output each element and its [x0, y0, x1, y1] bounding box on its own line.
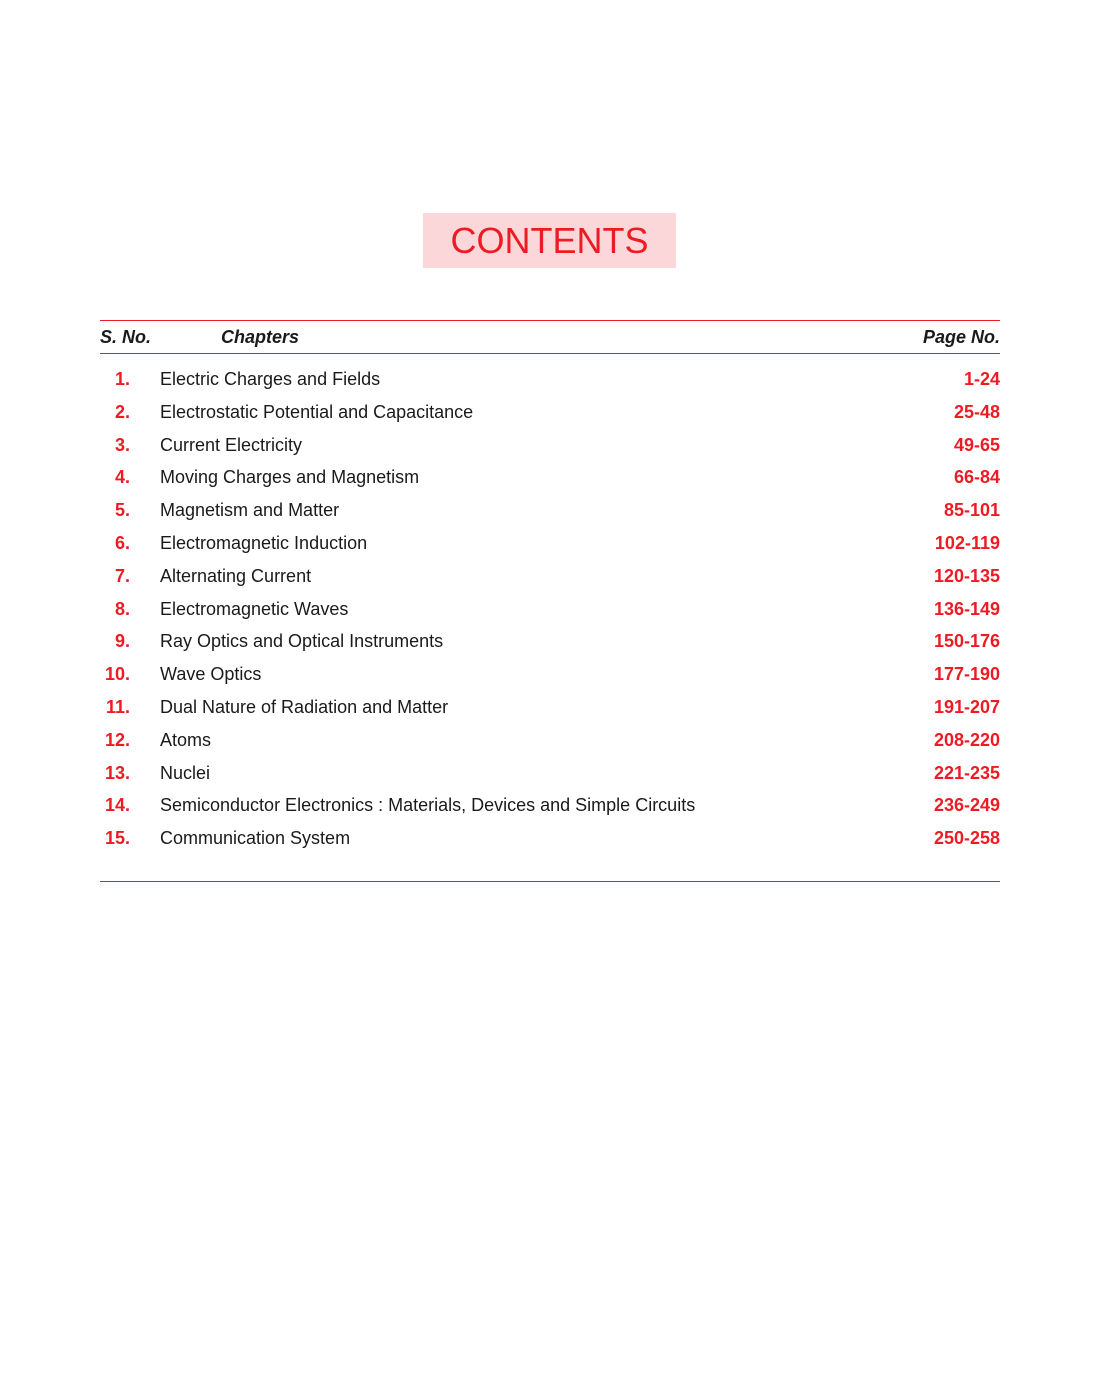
chapter-row[interactable] — [100, 533, 1000, 566]
table-of-contents — [100, 320, 1000, 882]
header-row — [100, 321, 1000, 353]
chapter-row[interactable] — [100, 402, 1000, 435]
chapter-number: 8. — [114, 598, 130, 619]
chapter-number: 10. — [104, 664, 130, 685]
chapter-page-range: 221-235 — [933, 762, 1000, 783]
chapter-page-range: 236-249 — [933, 795, 1000, 816]
contents-title-box — [423, 213, 676, 268]
chapter-page-range: 1-24 — [963, 369, 1000, 389]
chapter-page-range: 66-84 — [953, 467, 1000, 488]
chapter-page-range: 250-258 — [933, 828, 1000, 849]
chapter-number: 14. — [104, 795, 130, 816]
header-serial-number: S. No. — [100, 327, 152, 347]
header-page-number: Page No. — [922, 327, 1000, 347]
header-chapters: Chapters — [221, 327, 300, 347]
chapter-title[interactable]: Communication System — [160, 828, 351, 849]
chapter-row[interactable] — [100, 631, 1000, 664]
chapter-page-range: 136-149 — [933, 598, 1000, 619]
chapter-number: 9. — [114, 631, 130, 652]
chapter-page-range: 150-176 — [933, 631, 1000, 652]
chapter-title[interactable]: Alternating Current — [160, 565, 312, 586]
chapter-number: 4. — [114, 467, 130, 488]
chapter-title[interactable]: Electromagnetic Waves — [160, 598, 349, 619]
chapter-row[interactable] — [100, 467, 1000, 500]
chapter-title[interactable]: Moving Charges and Magnetism — [160, 467, 420, 488]
chapter-title[interactable]: Atoms — [160, 729, 212, 750]
chapter-number: 7. — [114, 565, 130, 586]
chapter-row[interactable] — [100, 500, 1000, 533]
chapter-number: 2. — [114, 401, 130, 422]
chapter-row[interactable] — [100, 763, 1000, 796]
chapter-number: 3. — [114, 434, 130, 455]
chapter-title[interactable]: Electrostatic Potential and Capacitance — [160, 401, 474, 422]
chapter-page-range: 177-190 — [933, 664, 1000, 685]
chapter-title[interactable]: Wave Optics — [160, 664, 262, 685]
chapter-title[interactable]: Magnetism and Matter — [160, 500, 340, 521]
chapter-title[interactable]: Electromagnetic Induction — [160, 532, 368, 553]
page-title: CONTENTS — [450, 219, 649, 261]
chapter-title[interactable]: Dual Nature of Radiation and Matter — [160, 696, 449, 717]
chapter-row[interactable] — [100, 566, 1000, 599]
chapter-number: 11. — [105, 696, 130, 717]
chapter-page-range: 85-101 — [943, 500, 1000, 521]
chapter-page-range: 25-48 — [953, 401, 1000, 422]
chapter-number: 5. — [114, 500, 130, 521]
chapter-title[interactable]: Current Electricity — [160, 434, 303, 455]
chapter-page-range: 120-135 — [933, 565, 1000, 586]
chapter-page-range: 208-220 — [933, 729, 1000, 750]
chapter-row[interactable] — [100, 369, 1000, 402]
chapter-page-range: 102-119 — [934, 532, 1000, 553]
chapter-title[interactable]: Ray Optics and Optical Instruments — [160, 631, 444, 652]
chapter-row[interactable] — [100, 599, 1000, 632]
chapter-list — [100, 354, 1000, 881]
chapter-row[interactable] — [100, 435, 1000, 468]
chapter-number: 15. — [104, 828, 130, 849]
chapter-number: 1. — [114, 369, 130, 389]
chapter-row[interactable] — [100, 828, 1000, 861]
bottom-rule — [100, 881, 1000, 882]
chapter-number: 6. — [114, 532, 130, 553]
chapter-row[interactable] — [100, 697, 1000, 730]
chapter-row[interactable] — [100, 795, 1000, 828]
chapter-number: 12. — [104, 729, 130, 750]
chapter-title[interactable]: Semiconductor Electronics : Materials, Devices and Simple Circuits — [160, 795, 696, 816]
chapter-page-range: 191-207 — [933, 696, 1000, 717]
chapter-title[interactable]: Nuclei — [160, 762, 211, 783]
chapter-title[interactable]: Electric Charges and Fields — [160, 369, 381, 389]
chapter-page-range: 49-65 — [953, 434, 1000, 455]
chapter-row[interactable] — [100, 730, 1000, 763]
chapter-row[interactable] — [100, 664, 1000, 697]
chapter-number: 13. — [104, 762, 130, 783]
